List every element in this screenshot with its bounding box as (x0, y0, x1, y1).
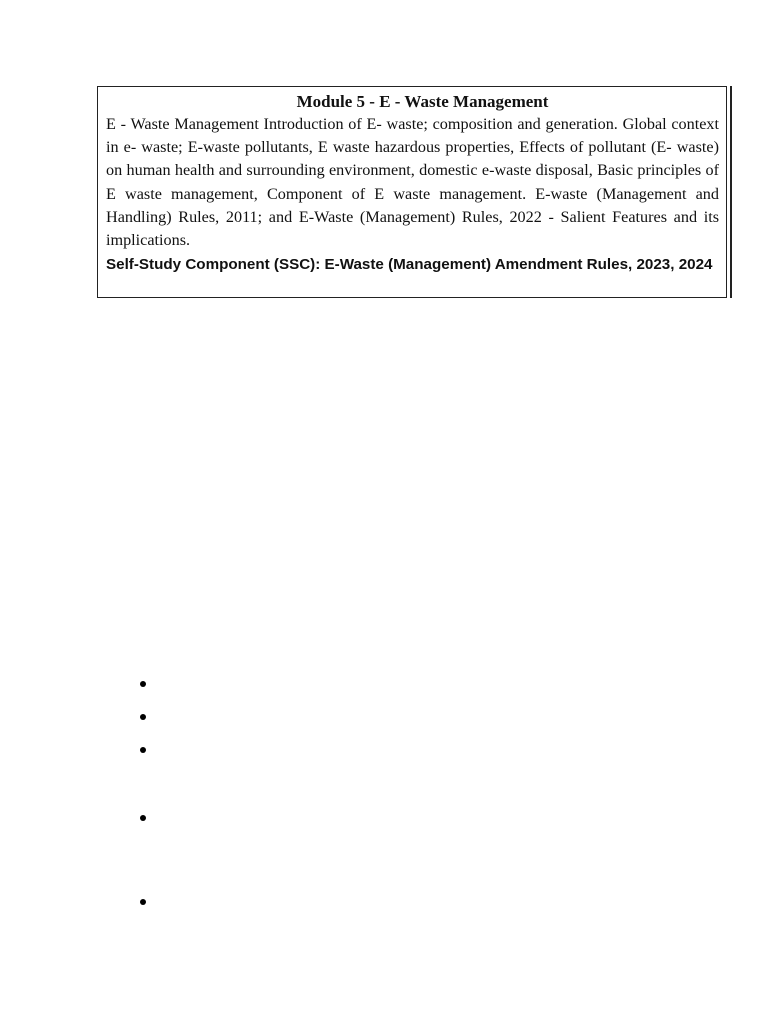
module-description: E - Waste Management Introduction of E- waste; composition and generation. Global context in e- waste; E-waste pollutants, E waste hazardous properties, Effects of pollutant (E- waste) on human health and surrounding environment, domestic e-waste disposal, Basic principles of E waste management, Component of E waste management. E-waste (Management and Handling) Rules, 2011; and E-Waste (Management) Rules, 2022 - Salient Features and its implications. (106, 115, 719, 250)
module-syllabus-box (97, 86, 727, 298)
list-bullet (140, 815, 146, 821)
module-title: Module 5 - E - Waste Management (296, 92, 549, 111)
table-right-border (730, 86, 732, 298)
list-bullet (140, 714, 146, 720)
list-bullet (140, 899, 146, 905)
list-bullet (140, 747, 146, 753)
list-bullet (140, 681, 146, 687)
self-study-component: Self-Study Component (SSC): E-Waste (Management) Amendment Rules, 2023, 2024 (106, 256, 713, 274)
